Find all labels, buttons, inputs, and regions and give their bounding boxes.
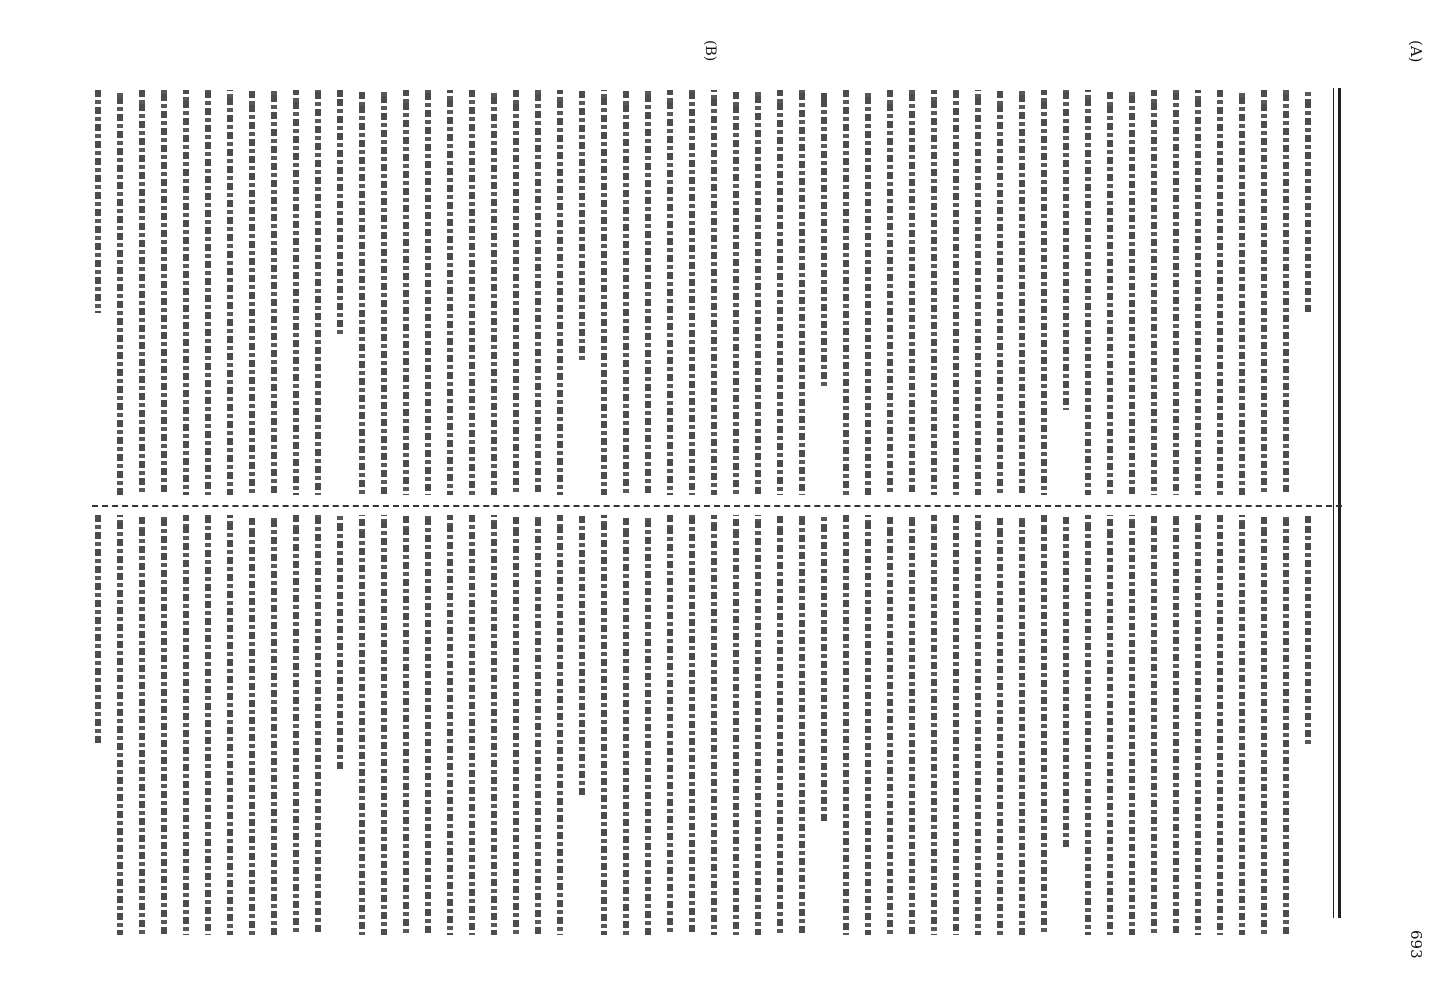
header-rule <box>1338 88 1341 918</box>
column-label-a: (A) <box>1407 40 1425 63</box>
text-column-left <box>95 90 1335 495</box>
text-line <box>953 515 959 935</box>
text-line <box>623 515 629 935</box>
text-line <box>1239 90 1245 495</box>
text-line <box>425 515 431 935</box>
text-line <box>557 90 563 495</box>
text-line <box>315 515 321 935</box>
text-line <box>535 515 541 935</box>
text-line <box>293 90 299 495</box>
text-line <box>1019 90 1025 495</box>
text-line <box>1151 515 1157 935</box>
text-line <box>315 90 321 495</box>
text-line <box>249 90 255 495</box>
digitization-strip <box>0 0 22 1000</box>
text-line <box>535 90 541 495</box>
text-line <box>799 515 805 935</box>
text-line <box>1085 90 1091 495</box>
text-line <box>95 90 101 313</box>
text-line <box>139 515 145 935</box>
text-line <box>161 90 167 495</box>
text-line <box>117 90 123 495</box>
text-line <box>1129 515 1135 935</box>
text-line <box>359 90 365 495</box>
text-line <box>1283 90 1289 495</box>
text-line <box>865 515 871 935</box>
text-line <box>711 90 717 495</box>
text-line <box>1107 90 1113 495</box>
text-line <box>359 515 365 935</box>
text-line <box>667 90 673 495</box>
text-line <box>425 90 431 495</box>
text-line <box>513 515 519 935</box>
text-line <box>931 515 937 935</box>
text-line <box>1063 90 1069 410</box>
text-line <box>601 90 607 495</box>
text-line <box>711 515 717 935</box>
text-line <box>755 90 761 495</box>
text-line <box>1261 90 1267 495</box>
text-line <box>997 515 1003 935</box>
text-line <box>1195 515 1201 935</box>
text-line <box>579 515 585 796</box>
text-line <box>95 515 101 746</box>
text-line <box>777 515 783 935</box>
text-line <box>1041 90 1047 495</box>
text-line <box>403 90 409 495</box>
text-line <box>183 515 189 935</box>
text-line <box>909 90 915 495</box>
text-line <box>1107 515 1113 935</box>
text-line <box>931 90 937 495</box>
text-line <box>227 515 233 935</box>
text-line <box>1041 515 1047 935</box>
text-line <box>117 515 123 935</box>
text-line <box>513 90 519 495</box>
text-line <box>293 515 299 935</box>
text-line <box>249 515 255 935</box>
text-line <box>1019 515 1025 935</box>
text-line <box>733 90 739 495</box>
text-line <box>337 90 343 337</box>
page-number: 693 <box>1407 930 1425 959</box>
text-line <box>447 90 453 495</box>
text-line <box>1129 90 1135 495</box>
text-line <box>381 515 387 935</box>
text-line <box>1195 90 1201 495</box>
column-label-b: (B) <box>702 40 718 62</box>
text-line <box>667 515 673 935</box>
text-line <box>469 515 475 935</box>
text-line <box>1085 515 1091 935</box>
text-line <box>271 515 277 935</box>
text-line <box>645 515 651 935</box>
text-line <box>161 515 167 935</box>
text-line <box>447 515 453 935</box>
text-line <box>843 515 849 935</box>
text-line <box>601 515 607 935</box>
text-line <box>1261 515 1267 935</box>
text-line <box>271 90 277 495</box>
text-line <box>909 515 915 935</box>
text-line <box>623 90 629 495</box>
text-line <box>645 90 651 495</box>
text-line <box>1305 90 1311 313</box>
text-line <box>821 515 827 822</box>
text-column-right <box>95 515 1335 935</box>
text-line <box>1063 515 1069 847</box>
text-line <box>953 90 959 495</box>
text-line <box>865 90 871 495</box>
text-line <box>777 90 783 495</box>
text-line <box>205 515 211 935</box>
text-line <box>821 90 827 386</box>
text-line <box>1239 515 1245 935</box>
text-line <box>1173 90 1179 495</box>
text-line <box>843 90 849 495</box>
text-line <box>997 90 1003 495</box>
text-line <box>755 515 761 935</box>
text-line <box>491 90 497 495</box>
text-line <box>1151 90 1157 495</box>
text-line <box>975 515 981 935</box>
text-line <box>1283 515 1289 935</box>
text-line <box>403 515 409 935</box>
text-line <box>139 90 145 495</box>
text-line <box>1173 515 1179 935</box>
text-line <box>975 90 981 495</box>
text-line <box>469 90 475 495</box>
text-line <box>887 515 893 935</box>
text-line <box>1217 515 1223 935</box>
text-line <box>1217 90 1223 495</box>
text-line <box>689 90 695 495</box>
text-line <box>689 515 695 935</box>
text-line <box>381 90 387 495</box>
text-line <box>733 515 739 935</box>
text-line <box>183 90 189 495</box>
text-line <box>887 90 893 495</box>
text-line <box>337 515 343 771</box>
text-line <box>579 90 585 361</box>
text-line <box>205 90 211 495</box>
text-line <box>227 90 233 495</box>
text-line <box>799 90 805 495</box>
text-line <box>1305 515 1311 746</box>
text-line <box>557 515 563 935</box>
text-line <box>491 515 497 935</box>
column-divider <box>92 505 1342 507</box>
